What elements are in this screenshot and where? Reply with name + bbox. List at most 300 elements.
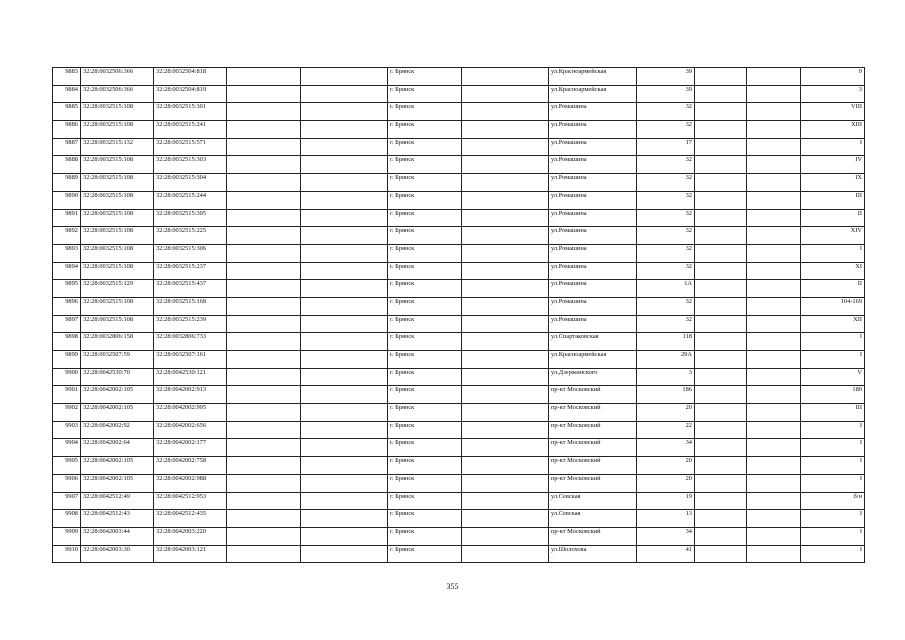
cell-street: пр-кт Московский xyxy=(549,439,637,457)
cell-street: ул.Ромашина xyxy=(549,174,637,192)
cell-premises-number: 104-169 xyxy=(801,297,865,315)
cell-record-number: 9888 xyxy=(53,156,81,174)
table-row xyxy=(53,244,865,262)
cell-empty-col-11 xyxy=(747,492,801,510)
cell-cadastral-parcel: 32:28:0032515:108 xyxy=(81,156,154,174)
cell-record-number: 9907 xyxy=(53,492,81,510)
cell-record-number: 9910 xyxy=(53,545,81,563)
cell-empty-col-7 xyxy=(462,156,549,174)
cell-empty-col-7 xyxy=(462,368,549,386)
table-row xyxy=(53,85,865,103)
cell-cadastral-object: 32:28:0042002:913 xyxy=(154,386,227,404)
cell-street: пр-кт Московский xyxy=(549,457,637,475)
cell-city: г. Брянск xyxy=(388,262,462,280)
cell-record-number: 9904 xyxy=(53,439,81,457)
cell-empty-col-10 xyxy=(695,333,747,351)
cell-empty-col-5 xyxy=(301,103,388,121)
cell-empty-col-11 xyxy=(747,421,801,439)
cell-record-number: 9905 xyxy=(53,457,81,475)
cell-street: ул.Ромашина xyxy=(549,156,637,174)
cell-city: г. Брянск xyxy=(388,315,462,333)
cell-house-number: 19 xyxy=(637,492,695,510)
cell-premises-number: IX xyxy=(801,174,865,192)
table-row xyxy=(53,297,865,315)
table-row xyxy=(53,333,865,351)
cell-empty-col-7 xyxy=(462,297,549,315)
cell-empty-col-4 xyxy=(227,386,301,404)
cell-record-number: 9884 xyxy=(53,85,81,103)
cell-house-number: 32 xyxy=(637,191,695,209)
cell-premises-number: 180 xyxy=(801,386,865,404)
cell-empty-col-11 xyxy=(747,527,801,545)
cell-empty-col-11 xyxy=(747,315,801,333)
cell-empty-col-7 xyxy=(462,457,549,475)
cell-city: г. Брянск xyxy=(388,191,462,209)
cell-empty-col-7 xyxy=(462,68,549,86)
cell-city: г. Брянск xyxy=(388,297,462,315)
cell-premises-number: I xyxy=(801,527,865,545)
cell-cadastral-parcel: 32:28:0032515:108 xyxy=(81,227,154,245)
cell-empty-col-5 xyxy=(301,545,388,563)
cell-empty-col-10 xyxy=(695,457,747,475)
cell-premises-number: XIV xyxy=(801,227,865,245)
cell-empty-col-11 xyxy=(747,191,801,209)
cell-empty-col-11 xyxy=(747,474,801,492)
cell-cadastral-parcel: 32:28:0032515:108 xyxy=(81,262,154,280)
cell-premises-number: 9 xyxy=(801,68,865,86)
cell-empty-col-4 xyxy=(227,527,301,545)
cell-empty-col-10 xyxy=(695,209,747,227)
cell-empty-col-4 xyxy=(227,68,301,86)
cell-cadastral-object: 32:28:0042512:953 xyxy=(154,492,227,510)
cell-empty-col-11 xyxy=(747,68,801,86)
table-row xyxy=(53,510,865,528)
cell-cadastral-object: 32:28:0032515:304 xyxy=(154,174,227,192)
cell-empty-col-5 xyxy=(301,280,388,298)
cell-house-number: 32 xyxy=(637,156,695,174)
cell-street: ул.Ромашина xyxy=(549,209,637,227)
cell-empty-col-10 xyxy=(695,138,747,156)
cell-cadastral-parcel: 32:28:0032515:108 xyxy=(81,191,154,209)
cell-cadastral-object: 32:28:0032515:437 xyxy=(154,280,227,298)
cell-cadastral-parcel: 32:28:0032515:108 xyxy=(81,121,154,139)
cell-city: г. Брянск xyxy=(388,138,462,156)
cell-empty-col-7 xyxy=(462,333,549,351)
cell-empty-col-10 xyxy=(695,103,747,121)
cell-cadastral-object: 32:28:0032515:241 xyxy=(154,121,227,139)
cell-record-number: 9887 xyxy=(53,138,81,156)
cell-empty-col-11 xyxy=(747,457,801,475)
cell-empty-col-10 xyxy=(695,121,747,139)
cell-street: ул.Ромашина xyxy=(549,280,637,298)
cell-street: пр-кт Московский xyxy=(549,527,637,545)
cell-empty-col-5 xyxy=(301,404,388,422)
cell-empty-col-10 xyxy=(695,510,747,528)
cell-cadastral-object: 32:28:0032515:244 xyxy=(154,191,227,209)
cell-empty-col-10 xyxy=(695,315,747,333)
register-table xyxy=(52,67,865,563)
cell-empty-col-5 xyxy=(301,421,388,439)
cell-premises-number: V xyxy=(801,368,865,386)
cell-empty-col-10 xyxy=(695,191,747,209)
cell-cadastral-object: 32:28:0032515:237 xyxy=(154,262,227,280)
cell-cadastral-parcel: 32:28:0042002:105 xyxy=(81,404,154,422)
table-row xyxy=(53,351,865,369)
cell-cadastral-parcel: 32:28:0032806:158 xyxy=(81,333,154,351)
register-body xyxy=(53,68,865,563)
cell-cadastral-parcel: 32:28:0032515:108 xyxy=(81,103,154,121)
table-row xyxy=(53,280,865,298)
cell-house-number: 32 xyxy=(637,103,695,121)
cell-record-number: 9909 xyxy=(53,527,81,545)
cell-city: г. Брянск xyxy=(388,209,462,227)
cell-empty-col-4 xyxy=(227,227,301,245)
cell-premises-number: б/н xyxy=(801,492,865,510)
cell-empty-col-5 xyxy=(301,439,388,457)
cell-empty-col-7 xyxy=(462,103,549,121)
cell-empty-col-5 xyxy=(301,85,388,103)
table-row xyxy=(53,315,865,333)
cell-street: ул.Ромашина xyxy=(549,297,637,315)
cell-empty-col-5 xyxy=(301,474,388,492)
cell-empty-col-7 xyxy=(462,386,549,404)
cell-premises-number: VIII xyxy=(801,103,865,121)
cell-street: пр-кт Московский xyxy=(549,404,637,422)
cell-empty-col-7 xyxy=(462,315,549,333)
cell-empty-col-7 xyxy=(462,244,549,262)
cell-record-number: 9902 xyxy=(53,404,81,422)
cell-street: ул.Ромашина xyxy=(549,138,637,156)
cell-empty-col-11 xyxy=(747,244,801,262)
cell-empty-col-5 xyxy=(301,297,388,315)
cell-cadastral-parcel: 32:28:0042002:105 xyxy=(81,386,154,404)
cell-city: г. Брянск xyxy=(388,386,462,404)
cell-cadastral-parcel: 32:28:0032506:366 xyxy=(81,68,154,86)
cell-house-number: 1А xyxy=(637,280,695,298)
cell-cadastral-object: 32:28:0042003:121 xyxy=(154,545,227,563)
cell-empty-col-4 xyxy=(227,121,301,139)
cell-empty-col-4 xyxy=(227,191,301,209)
cell-empty-col-5 xyxy=(301,333,388,351)
table-row xyxy=(53,545,865,563)
cell-city: г. Брянск xyxy=(388,85,462,103)
cell-empty-col-11 xyxy=(747,368,801,386)
cell-empty-col-7 xyxy=(462,280,549,298)
cell-cadastral-parcel: 32:28:0042512:49 xyxy=(81,492,154,510)
cell-empty-col-10 xyxy=(695,545,747,563)
cell-empty-col-7 xyxy=(462,121,549,139)
cell-empty-col-7 xyxy=(462,174,549,192)
cell-empty-col-4 xyxy=(227,85,301,103)
cell-empty-col-7 xyxy=(462,510,549,528)
table-row xyxy=(53,174,865,192)
cell-empty-col-7 xyxy=(462,351,549,369)
cell-record-number: 9897 xyxy=(53,315,81,333)
cell-cadastral-object: 32:28:0042002:177 xyxy=(154,439,227,457)
cell-premises-number: I xyxy=(801,439,865,457)
cell-city: г. Брянск xyxy=(388,156,462,174)
table-row xyxy=(53,492,865,510)
cell-house-number: 186 xyxy=(637,386,695,404)
cell-house-number: 32 xyxy=(637,174,695,192)
cell-record-number: 9895 xyxy=(53,280,81,298)
cell-empty-col-11 xyxy=(747,103,801,121)
cell-house-number: 39 xyxy=(637,85,695,103)
cell-empty-col-10 xyxy=(695,351,747,369)
cell-empty-col-4 xyxy=(227,315,301,333)
cell-city: г. Брянск xyxy=(388,404,462,422)
cell-city: г. Брянск xyxy=(388,439,462,457)
cell-cadastral-parcel: 32:28:0032515:108 xyxy=(81,174,154,192)
cell-record-number: 9885 xyxy=(53,103,81,121)
table-row xyxy=(53,191,865,209)
cell-premises-number: XI xyxy=(801,262,865,280)
cell-premises-number: I xyxy=(801,138,865,156)
cell-cadastral-object: 32:28:0032504:818 xyxy=(154,68,227,86)
cell-empty-col-11 xyxy=(747,121,801,139)
cell-house-number: 29А xyxy=(637,351,695,369)
cell-empty-col-11 xyxy=(747,209,801,227)
table-row xyxy=(53,421,865,439)
cell-empty-col-7 xyxy=(462,209,549,227)
cell-empty-col-4 xyxy=(227,138,301,156)
cell-empty-col-5 xyxy=(301,191,388,209)
cell-cadastral-object: 32:28:0032504:819 xyxy=(154,85,227,103)
cell-empty-col-11 xyxy=(747,297,801,315)
cell-empty-col-7 xyxy=(462,138,549,156)
cell-premises-number: 3 xyxy=(801,85,865,103)
table-row xyxy=(53,262,865,280)
cell-city: г. Брянск xyxy=(388,121,462,139)
cell-empty-col-4 xyxy=(227,492,301,510)
cell-empty-col-5 xyxy=(301,138,388,156)
cell-premises-number: XIII xyxy=(801,121,865,139)
cell-empty-col-11 xyxy=(747,351,801,369)
cell-empty-col-4 xyxy=(227,244,301,262)
cell-record-number: 9886 xyxy=(53,121,81,139)
cell-city: г. Брянск xyxy=(388,457,462,475)
cell-empty-col-4 xyxy=(227,174,301,192)
cell-empty-col-5 xyxy=(301,227,388,245)
cell-city: г. Брянск xyxy=(388,244,462,262)
cell-empty-col-10 xyxy=(695,421,747,439)
cell-premises-number: I xyxy=(801,474,865,492)
cell-empty-col-10 xyxy=(695,386,747,404)
cell-empty-col-4 xyxy=(227,545,301,563)
cell-cadastral-parcel: 32:28:0032515:108 xyxy=(81,315,154,333)
cell-city: г. Брянск xyxy=(388,368,462,386)
cell-street: ул.Спартаковская xyxy=(549,333,637,351)
cell-empty-col-5 xyxy=(301,351,388,369)
cell-house-number: 22 xyxy=(637,421,695,439)
cell-cadastral-object: 32:28:0032515:303 xyxy=(154,156,227,174)
cell-empty-col-10 xyxy=(695,439,747,457)
cell-empty-col-10 xyxy=(695,368,747,386)
cell-premises-number: I xyxy=(801,421,865,439)
cell-record-number: 9889 xyxy=(53,174,81,192)
table-row xyxy=(53,474,865,492)
cell-cadastral-object: 32:28:0042002:656 xyxy=(154,421,227,439)
cell-street: ул.Ромашина xyxy=(549,262,637,280)
cell-empty-col-10 xyxy=(695,85,747,103)
cell-empty-col-7 xyxy=(462,191,549,209)
cell-premises-number: II xyxy=(801,280,865,298)
cell-empty-col-11 xyxy=(747,545,801,563)
cell-record-number: 9894 xyxy=(53,262,81,280)
cell-empty-col-4 xyxy=(227,421,301,439)
cell-premises-number: I xyxy=(801,545,865,563)
cell-empty-col-11 xyxy=(747,439,801,457)
cell-empty-col-11 xyxy=(747,386,801,404)
cell-premises-number: I xyxy=(801,457,865,475)
cell-record-number: 9908 xyxy=(53,510,81,528)
cell-house-number: 32 xyxy=(637,315,695,333)
cell-cadastral-object: 32:28:0032515:301 xyxy=(154,103,227,121)
cell-premises-number: IV xyxy=(801,156,865,174)
cell-cadastral-parcel: 32:28:0042002:92 xyxy=(81,421,154,439)
cell-empty-col-11 xyxy=(747,85,801,103)
cell-empty-col-5 xyxy=(301,68,388,86)
cell-street: ул.Севская xyxy=(549,492,637,510)
cell-record-number: 9899 xyxy=(53,351,81,369)
cell-empty-col-11 xyxy=(747,174,801,192)
cell-cadastral-parcel: 32:28:0042002:105 xyxy=(81,457,154,475)
cell-street: ул.Ромашина xyxy=(549,191,637,209)
cell-house-number: 20 xyxy=(637,474,695,492)
cell-city: г. Брянск xyxy=(388,510,462,528)
table-row xyxy=(53,121,865,139)
cell-record-number: 9898 xyxy=(53,333,81,351)
cell-street: ул.Красноармейская xyxy=(549,85,637,103)
cell-empty-col-5 xyxy=(301,386,388,404)
cell-empty-col-10 xyxy=(695,404,747,422)
cell-street: ул.Дзержинского xyxy=(549,368,637,386)
cell-cadastral-object: 32:28:0032515:306 xyxy=(154,244,227,262)
cell-cadastral-object: 32:28:0032515:239 xyxy=(154,315,227,333)
table-row xyxy=(53,227,865,245)
cell-cadastral-object: 32:28:0032515:305 xyxy=(154,209,227,227)
cell-house-number: 41 xyxy=(637,545,695,563)
cell-empty-col-5 xyxy=(301,156,388,174)
cell-cadastral-object: 32:28:0042512:435 xyxy=(154,510,227,528)
cell-empty-col-7 xyxy=(462,262,549,280)
cell-cadastral-parcel: 32:28:0032515:108 xyxy=(81,209,154,227)
cell-cadastral-parcel: 32:28:0032506:366 xyxy=(81,85,154,103)
cell-premises-number: XII xyxy=(801,315,865,333)
cell-house-number: 118 xyxy=(637,333,695,351)
cell-empty-col-11 xyxy=(747,227,801,245)
cell-record-number: 9892 xyxy=(53,227,81,245)
cell-empty-col-10 xyxy=(695,297,747,315)
cell-record-number: 9893 xyxy=(53,244,81,262)
table-row xyxy=(53,439,865,457)
cell-empty-col-5 xyxy=(301,457,388,475)
cell-empty-col-11 xyxy=(747,333,801,351)
cell-street: пр-кт Московский xyxy=(549,421,637,439)
cell-premises-number: I xyxy=(801,510,865,528)
cell-house-number: 20 xyxy=(637,457,695,475)
cell-city: г. Брянск xyxy=(388,280,462,298)
cell-street: ул.Ромашина xyxy=(549,121,637,139)
cell-premises-number: I xyxy=(801,351,865,369)
table-row xyxy=(53,457,865,475)
table-row xyxy=(53,527,865,545)
cell-record-number: 9903 xyxy=(53,421,81,439)
cell-premises-number: I xyxy=(801,244,865,262)
cell-cadastral-parcel: 32:28:0032515:108 xyxy=(81,244,154,262)
cell-empty-col-7 xyxy=(462,227,549,245)
cell-city: г. Брянск xyxy=(388,103,462,121)
cell-cadastral-object: 32:28:0032507:161 xyxy=(154,351,227,369)
cell-empty-col-7 xyxy=(462,545,549,563)
cell-house-number: 32 xyxy=(637,262,695,280)
cell-record-number: 9890 xyxy=(53,191,81,209)
cell-city: г. Брянск xyxy=(388,492,462,510)
cell-empty-col-4 xyxy=(227,368,301,386)
cell-empty-col-4 xyxy=(227,280,301,298)
cell-empty-col-7 xyxy=(462,439,549,457)
cell-empty-col-7 xyxy=(462,421,549,439)
cell-cadastral-parcel: 32:28:0042530:70 xyxy=(81,368,154,386)
cell-cadastral-parcel: 32:28:0042002:64 xyxy=(81,439,154,457)
cell-empty-col-10 xyxy=(695,474,747,492)
cell-empty-col-11 xyxy=(747,280,801,298)
cell-empty-col-10 xyxy=(695,527,747,545)
table-row xyxy=(53,404,865,422)
cell-city: г. Брянск xyxy=(388,227,462,245)
table-row xyxy=(53,156,865,174)
cell-street: ул.Красноармейская xyxy=(549,68,637,86)
table-row xyxy=(53,209,865,227)
table-row xyxy=(53,386,865,404)
cell-empty-col-5 xyxy=(301,510,388,528)
cell-empty-col-4 xyxy=(227,103,301,121)
cell-street: ул.Ромашина xyxy=(549,227,637,245)
cell-empty-col-5 xyxy=(301,527,388,545)
cell-record-number: 9883 xyxy=(53,68,81,86)
cell-empty-col-4 xyxy=(227,333,301,351)
cell-empty-col-11 xyxy=(747,262,801,280)
cell-cadastral-object: 32:28:0032806:733 xyxy=(154,333,227,351)
cell-empty-col-4 xyxy=(227,404,301,422)
cell-city: г. Брянск xyxy=(388,351,462,369)
cell-empty-col-4 xyxy=(227,209,301,227)
cell-cadastral-parcel: 32:28:0032515:129 xyxy=(81,280,154,298)
cell-cadastral-object: 32:28:0032515:571 xyxy=(154,138,227,156)
cell-cadastral-object: 32:28:0032515:225 xyxy=(154,227,227,245)
cell-empty-col-5 xyxy=(301,244,388,262)
cell-city: г. Брянск xyxy=(388,174,462,192)
cell-empty-col-7 xyxy=(462,404,549,422)
cell-house-number: 32 xyxy=(637,227,695,245)
cell-street: ул.Ромашина xyxy=(549,103,637,121)
cell-empty-col-10 xyxy=(695,244,747,262)
cell-street: ул.Ромашина xyxy=(549,244,637,262)
cell-empty-col-7 xyxy=(462,527,549,545)
cell-empty-col-11 xyxy=(747,138,801,156)
cell-premises-number: III xyxy=(801,404,865,422)
cell-house-number: 32 xyxy=(637,244,695,262)
cell-cadastral-parcel: 32:28:0042002:105 xyxy=(81,474,154,492)
cell-empty-col-10 xyxy=(695,280,747,298)
cell-empty-col-10 xyxy=(695,156,747,174)
cell-empty-col-7 xyxy=(462,492,549,510)
cell-cadastral-parcel: 32:28:0042003:44 xyxy=(81,527,154,545)
cell-house-number: 13 xyxy=(637,510,695,528)
cell-empty-col-10 xyxy=(695,492,747,510)
cell-house-number: 32 xyxy=(637,209,695,227)
cell-city: г. Брянск xyxy=(388,474,462,492)
